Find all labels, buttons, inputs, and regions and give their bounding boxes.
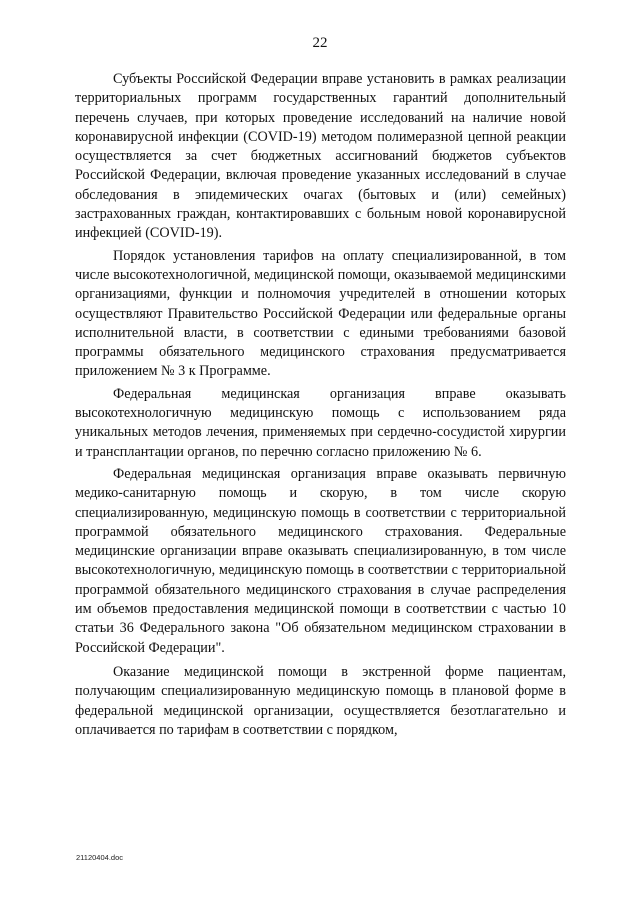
paragraph-primary-care: Федеральная медицинская организация вправе оказывать первичную медико-санитарную помощь и скорую, в том числе скорую специализированную, медицинскую помощь в соответствии с территориальной программой обязательного медицинского страхования. Федеральные медицинские организации вправе оказывать специализированную, в том числе высокотехнологичную, медицинскую помощь в соответствии с территориальной программой обязательного медицинского страхования в случае распределения им объемов предоставления медицинской помощи в соответствии с частью 10 статьи 36 Федерального закона "Об обязательном медицинском страховании в Российской Федерации". xyxy=(75,465,566,656)
page-number: 22 xyxy=(312,35,328,51)
paragraph-high-tech-care: Федеральная медицинская организация вправе оказывать высокотехнологичную медицинскую помощь с использованием ряда уникальных методов лечения, применяемых при сердечно-сосудистой хирургии и трансплантации органов, по перечню согласно приложению № 6. xyxy=(75,385,566,460)
footer-filename: 21120404.doc xyxy=(76,853,123,862)
document-body xyxy=(75,70,566,743)
paragraph-tariff-order: Порядок установления тарифов на оплату специализированной, в том числе высокотехнологичной, медицинской помощи, оказываемой медицинскими организациями, функции и полномочия учредителей в отношении которых осуществляют Правительство Российской Федерации или федеральные органы исполнительной власти, в соответствии с едиными требованиями базовой программы обязательного медицинского страхования предусматривается приложением № 3 к Программе. xyxy=(75,247,566,380)
paragraph-covid-testing: Субъекты Российской Федерации вправе установить в рамках реализации территориальных программ государственных гарантий дополнительный перечень случаев, при которых проведение исследований на наличие новой коронавирусной инфекции (COVID-19) методом полимеразной цепной реакции осуществляется за счет бюджетных ассигнований бюджетов субъектов Российской Федерации, включая проведение указанных исследований в случае обследования в эпидемических очагах (бытовых и (или) семейных) застрахованных граждан, контактировавших с больным новой коронавирусной инфекцией (COVID-19). xyxy=(75,71,566,242)
paragraph-emergency-care: Оказание медицинской помощи в экстренной форме пациентам, получающим специализированную медицинскую помощь в плановой форме в федеральной медицинской организации, осуществляется безотлагательно и оплачивается по тарифам в соответствии с порядком, xyxy=(75,663,566,738)
